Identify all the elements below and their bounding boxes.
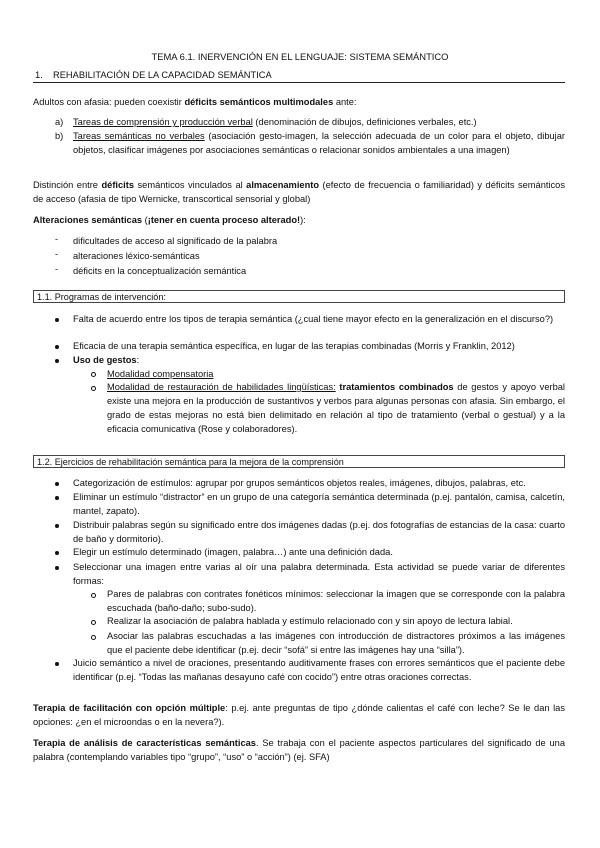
section-1-2-heading: 1.2. Ejercicios de rehabilitación semántica para la mejora de la comprensión	[33, 455, 565, 468]
list-item-a-rest: (denominación de dibujos, definiciones verbales, etc.)	[252, 117, 477, 127]
program-item-gestos	[73, 354, 139, 367]
section-1-number: 1.	[35, 70, 43, 80]
alteraciones-item: alteraciones léxico-semánticas	[73, 251, 200, 261]
distincion-bold-2: almacenamiento	[246, 180, 320, 190]
exercise-item: Eliminar un estímulo “distractor” en un grupo de una categoría semántica determinada (p.ej. pantalón, camisa, calcetín, mantel, zapato).	[73, 492, 565, 516]
document-title: TEMA 6.1. INERVENCIÓN EN EL LENGUAJE: SISTEMA SEMÁNTICO	[151, 51, 449, 62]
gestos-subitem	[107, 380, 565, 436]
alteraciones-heading	[33, 214, 306, 227]
terapia-caracteristicas	[33, 736, 565, 764]
alteraciones-bold: Alteraciones semánticas	[33, 215, 143, 225]
terapia-2-bold: Terapia de análisis de características semánticas	[33, 738, 256, 748]
bullet-dot	[55, 524, 59, 528]
gestos-subitem-bold: tratamientos combinados	[339, 382, 454, 392]
distincion-paragraph	[33, 178, 565, 206]
intro-bold: déficits semánticos multimodales	[184, 97, 334, 107]
bullet-dot	[55, 359, 59, 363]
terapia-2-rest: . Se trabaja con el paciente aspectos particulares del significado de una palabra (contemplando variables tipo “grupo”, “uso” o “acción”) (ej. SFA)	[33, 738, 565, 762]
intro-paragraph	[33, 96, 357, 109]
gestos-subitem-underlined: Modalidad de restauración de habilidades lingüísticas:	[107, 382, 336, 392]
section-1-1-heading: 1.1. Programas de intervención:	[33, 290, 565, 303]
bullet-ring	[91, 386, 96, 391]
alteraciones-item: dificultades de acceso al significado de la palabra	[73, 236, 278, 246]
list-item-a-underlined: Tareas de comprensión y producción verbal	[73, 117, 253, 127]
alteraciones-end: ):	[300, 215, 306, 225]
bullet-dot	[55, 318, 59, 322]
list-item-b-rest: (asociación gesto-imagen, la selección adecuada de un color para el objeto, dibujar objetos, clasificar imágenes por asociaciones semánticas o relacionar sonidos ambientales a una imagen)	[73, 131, 565, 155]
terapia-opcion-multiple	[33, 701, 565, 729]
list-marker-b: b)	[55, 131, 64, 141]
alteraciones-paren: (	[142, 215, 148, 225]
distincion-text-3: (efecto de frecuencia o familiaridad) y déficits semánticos de acceso (afasia de tipo Wernicke, transcortical sensorial y global)	[33, 180, 565, 204]
program-item: Falta de acuerdo entre los tipos de terapia semántica (¿cual tiene mayor efecto en la generalización en el discurso?)	[73, 314, 554, 324]
exercise-item: Seleccionar una imagen entre varias al oír una palabra determinada. Esta actividad se puede variar de diferentes formas:	[73, 562, 565, 586]
intro-text: Adultos con afasia: pueden coexistir	[33, 97, 185, 107]
section-1-title: REHABILITACIÓN DE LA CAPACIDAD SEMÁNTICA	[53, 70, 272, 80]
bullet-dot	[55, 662, 59, 666]
list-marker-a: a)	[55, 117, 64, 127]
exercise-subitem: Asociar las palabras escuchadas a las imágenes con introducción de distractores próximos a las imágenes que el paciente debe identificar (p.ej. decir “sofá” si entre las imágenes hay una “silla”).	[107, 631, 565, 655]
exercise-item-last: Juicio semántico a nivel de oraciones, presentando auditivamente frases con errores semánticos que el paciente debe identificar (p.ej. “Todas las mañanas desayuno café con cocido”) entre otras oraciones correctas.	[73, 658, 565, 682]
terapia-1-rest: : p.ej. ante preguntas de tipo ¿dónde calientas el café con leche? Se le dan las opciones: ¿en el microondas o en la nevera?).	[33, 703, 565, 727]
distincion-bold-1: déficits	[101, 180, 135, 190]
bullet-ring	[91, 593, 96, 598]
exercise-subitem: Realizar la asociación de palabra hablada y estímulo relacionado con y sin apoyo de lectura labial.	[107, 616, 513, 626]
alteraciones-item: déficits en la conceptualización semántica	[73, 266, 247, 276]
section-1-heading	[33, 69, 565, 83]
bullet-dot	[55, 566, 59, 570]
bullet-ring	[91, 635, 96, 640]
terapia-1-bold: Terapia de facilitación con opción múltiple	[33, 703, 226, 713]
intro-end: ante:	[333, 97, 357, 107]
program-item: Eficacia de una terapia semántica específica, en lugar de las terapias combinadas (Morris y Franklin, 2012)	[73, 341, 515, 351]
dash-3: -	[55, 264, 59, 274]
bullet-ring	[91, 620, 96, 625]
gestos-subitem: Modalidad compensatoria	[107, 369, 214, 379]
gestos-label: Uso de gestos	[73, 355, 137, 365]
bullet-ring	[91, 372, 96, 377]
list-item-b-underlined: Tareas semánticas no verbales	[73, 131, 205, 141]
bullet-dot	[55, 496, 59, 500]
gestos-subitem-rest: de gestos y apoyo verbal existe una mejora en la producción de sustantivos y verbos para algunas personas con afasia. Sin embargo, el grado de estas mejoras no está bien delimitado en relación al tipo de tratamiento (verbal o gestual) y a la eficacia comunicativa (Rose y colaboradores).	[107, 382, 565, 434]
exercise-item: Categorización de estímulos: agrupar por grupos semánticos objetos reales, imágenes, dibujos, palabras, etc.	[73, 478, 526, 488]
distincion-text-2: semánticos vinculados al	[134, 180, 247, 190]
gestos-colon: :	[136, 355, 140, 365]
dash-1: -	[55, 234, 59, 244]
distincion-text-1: Distinción entre	[33, 180, 102, 190]
dash-2: -	[55, 249, 59, 259]
alteraciones-bold-2: ¡tener en cuenta proceso alterado!	[147, 215, 301, 225]
exercise-subitem: Pares de palabras con contrates fonéticos mínimos: seleccionar la imagen que se corresponde con la palabra escuchada (baño-daño; subo-sudo).	[107, 589, 565, 613]
list-item-a	[73, 115, 565, 129]
bullet-dot	[55, 551, 59, 555]
bullet-dot	[55, 482, 59, 486]
exercise-item: Distribuir palabras según su significado entre dos imágenes dadas (p.ej. dos fotografías de estancias de la casa: cuarto de baño y dormitorio).	[73, 520, 565, 544]
list-item-b	[73, 129, 565, 157]
bullet-dot	[55, 345, 59, 349]
exercise-item: Elegir un estímulo determinado (imagen, palabra…) ante una definición dada.	[73, 547, 393, 557]
